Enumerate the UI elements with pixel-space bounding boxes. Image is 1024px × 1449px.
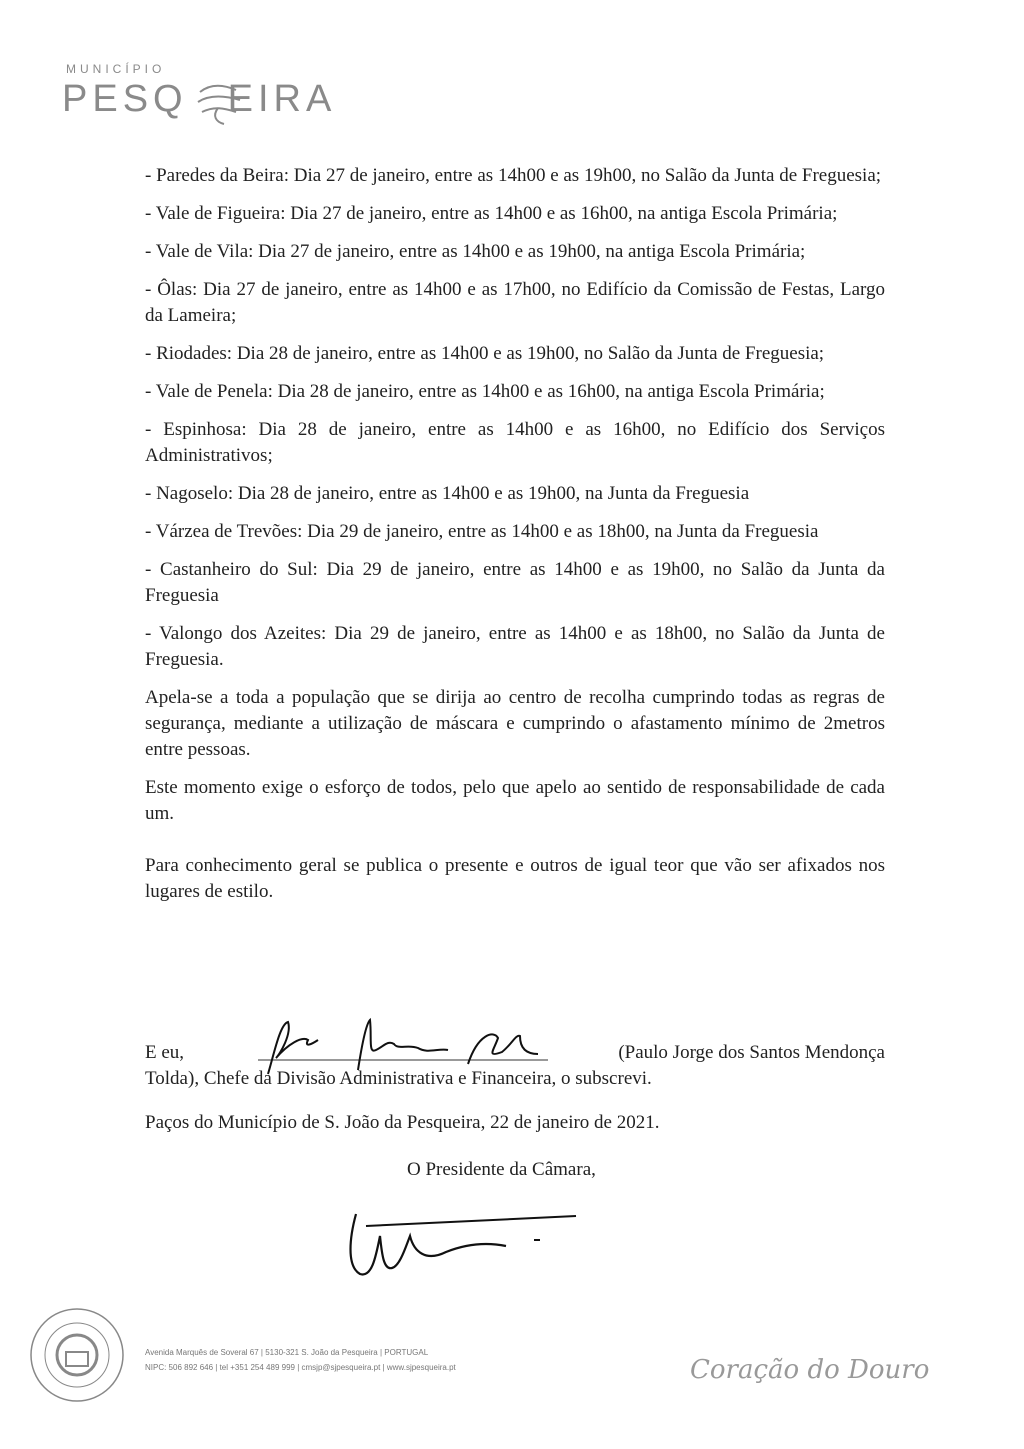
paragraph-varzea-de-trevoes: - Várzea de Trevões: Dia 29 de janeiro, entre as 14h00 e as 18h00, na Junta da Freguesia xyxy=(145,521,819,542)
logo-wordmark-right: EIRA xyxy=(227,78,337,120)
paragraph-responsibility: Este momento exige o esforço de todos, pelo que apelo ao sentido de responsabilidade de cada um. xyxy=(145,777,885,824)
handwritten-signature-subscriber xyxy=(258,1014,558,1084)
paragraph-vale-de-figueira: - Vale de Figueira: Dia 27 de janeiro, entre as 14h00 e as 16h00, na antiga Escola Primária; xyxy=(145,203,838,224)
paragraph-espinhosa: - Espinhosa: Dia 28 de janeiro, entre as 14h00 e as 16h00, no Edifício dos Serviços Administrativos; xyxy=(145,419,885,466)
paragraph-vale-de-penela: - Vale de Penela: Dia 28 de janeiro, entre as 14h00 e as 16h00, na antiga Escola Primária; xyxy=(145,381,825,402)
subscriber-role: Tolda), Chefe da Divisão Administrativa e Financeira, o subscrevi. xyxy=(145,1068,652,1089)
document-body xyxy=(145,163,885,917)
paragraph-publication: Para conhecimento geral se publica o presente e outros de igual teor que vão ser afixados nos lugares de estilo. xyxy=(145,855,885,902)
paragraph-vale-de-vila: - Vale de Vila: Dia 27 de janeiro, entre as 14h00 e as 19h00, na antiga Escola Primária; xyxy=(145,241,806,262)
paragraph-olas: - Ôlas: Dia 27 de janeiro, entre as 14h00 e as 17h00, no Edifício da Comissão de Festas, Largo da Lameira; xyxy=(145,279,885,326)
coracao-do-douro-logo xyxy=(690,1344,930,1394)
footer-contact-line: NIPC: 506 892 646 | tel +351 254 489 999 | cmsjp@sjpesqueira.pt | www.sjpesqueira.pt xyxy=(145,1363,456,1372)
paragraph-appeal: Apela-se a toda a população que se dirija ao centro de recolha cumprindo todas as regras de segurança, mediante a utilização de máscara e cumprindo o afastamento mínimo de 2metros entre pessoas. xyxy=(145,687,885,760)
world-heritage-seal-icon xyxy=(28,1306,126,1404)
footer-address: Avenida Marquês de Soveral 67 | 5130-321 S. João da Pesqueira | PORTUGAL xyxy=(145,1348,429,1357)
handwritten-signature-president xyxy=(336,1196,586,1296)
logo-wave-icon xyxy=(196,78,242,126)
paragraph-paredes-da-beira: - Paredes da Beira: Dia 27 de janeiro, entre as 14h00 e as 19h00, no Salão da Junta de Freguesia; xyxy=(145,165,882,186)
president-title: O Presidente da Câmara, xyxy=(407,1159,596,1180)
paragraph-riodades: - Riodades: Dia 28 de janeiro, entre as 14h00 e as 19h00, no Salão da Junta de Freguesia; xyxy=(145,343,825,364)
logo-municipio-label: MUNICÍPIO xyxy=(66,62,166,76)
closing-line: Paços do Município de S. João da Pesqueira, 22 de janeiro de 2021. xyxy=(145,1112,660,1133)
paragraph-nagoselo: - Nagoselo: Dia 28 de janeiro, entre as 14h00 e as 19h00, na Junta da Freguesia xyxy=(145,483,750,504)
paragraph-castanheiro-do-sul: - Castanheiro do Sul: Dia 29 de janeiro, entre as 14h00 e as 19h00, no Salão da Junta da Freguesia xyxy=(145,559,885,606)
subscriber-name: (Paulo Jorge dos Santos Mendonça xyxy=(618,1042,885,1063)
logo-wordmark-left: PESQ xyxy=(62,78,188,120)
subscriber-intro: E eu, xyxy=(145,1042,185,1063)
paragraph-valongo-dos-azeites: - Valongo dos Azeites: Dia 29 de janeiro, entre as 14h00 e as 18h00, no Salão da Junta de Freguesia. xyxy=(145,623,885,670)
footer-contacts xyxy=(145,1345,456,1375)
municipio-logo xyxy=(62,62,362,132)
footer-brand-text: Coração do Douro xyxy=(690,1355,930,1385)
